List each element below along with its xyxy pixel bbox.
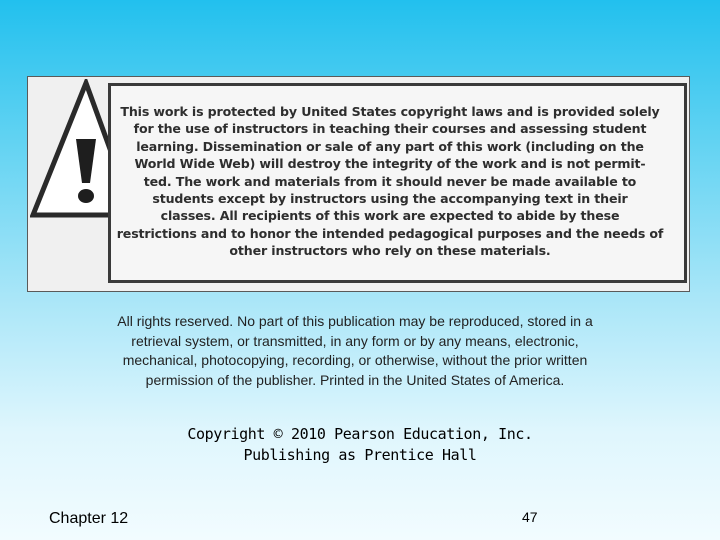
copyright-line: Copyright © 2010 Pearson Education, Inc. [187,425,533,443]
copyright-notice-panel [27,76,690,292]
rights-line: mechanical, photocopying, recording, or otherwise, without the prior written [122,352,588,369]
notice-line: other instructors who rely on these materials. [229,243,551,259]
notice-line: for the use of instructors in teaching their courses and assessing student [133,121,647,137]
notice-line: learning. Dissemination or sale of any part of this work (including on the [136,138,644,154]
rights-line: All rights reserved. No part of this publication may be reproduced, stored in a [117,313,593,329]
page-number: 47 [522,509,538,525]
notice-line: ted. The work and materials from it should never be made available to [143,173,637,189]
notice-line: classes. All recipients of this work are expected to abide by these [160,208,620,224]
rights-reserved-text [60,312,650,390]
rights-line: retrieval system, or transmitted, in any form or by any means, electronic, [131,332,579,349]
notice-text [110,103,670,260]
notice-line: restrictions and to honor the intended pedagogical purposes and the needs of [116,225,664,241]
publisher-line: Publishing as Prentice Hall [243,446,477,464]
rights-line: permission of the publisher. Printed in the United States of America. [145,371,565,388]
notice-line: students except by instructors using the accompanying text in their [152,191,628,207]
notice-line: This work is protected by United States copyright laws and is provided solely [120,104,660,119]
chapter-label: Chapter 12 [49,510,129,527]
notice-line: World Wide Web) will destroy the integrity of the work and is not permit- [134,156,646,172]
copyright-block [160,424,560,466]
